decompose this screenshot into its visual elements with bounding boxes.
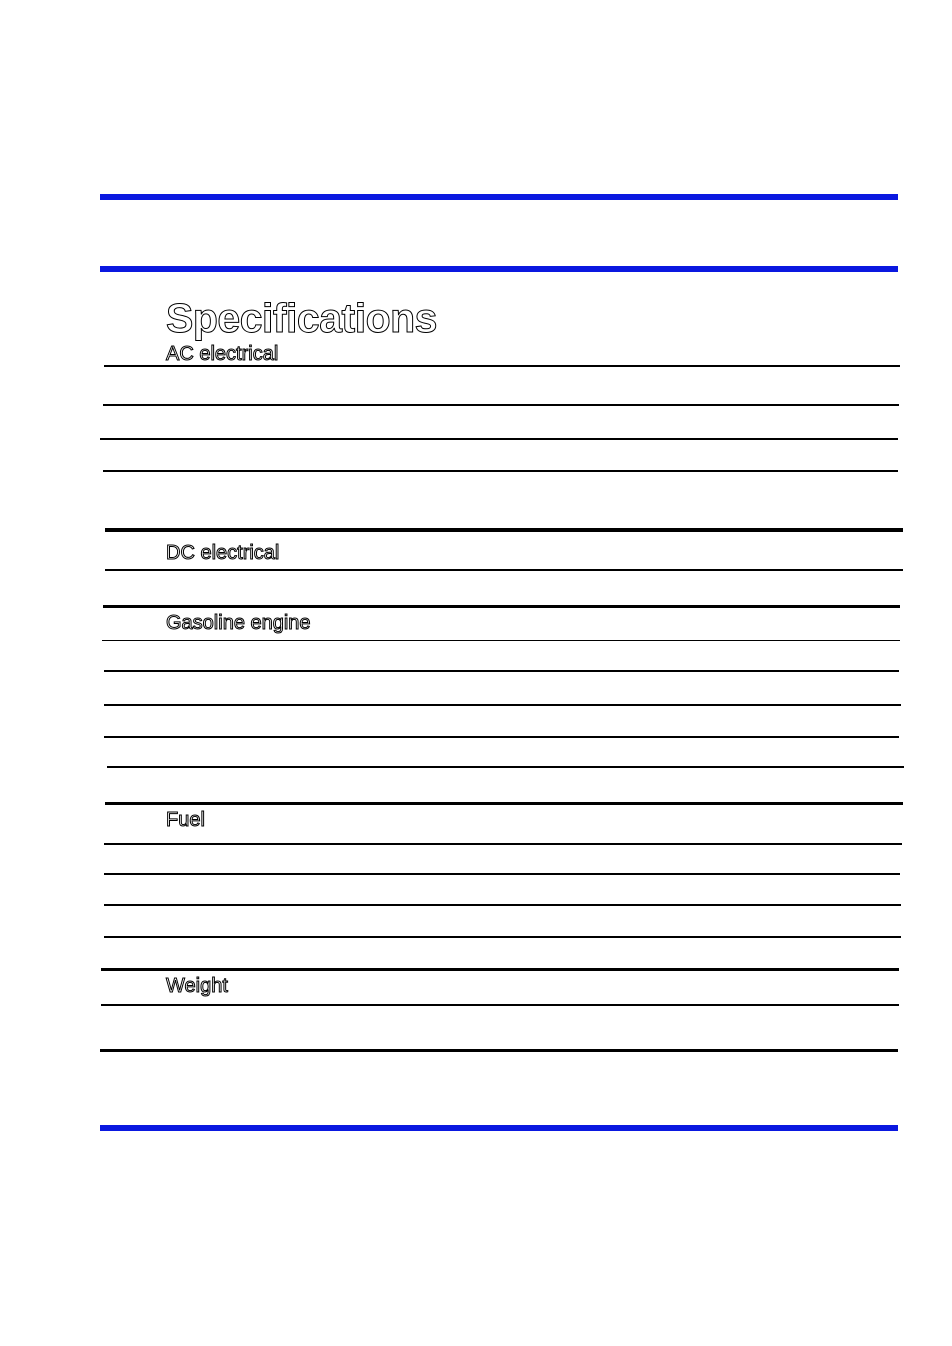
section-heading-gasoline-engine: Gasoline engine — [166, 612, 311, 634]
table-rule — [103, 404, 899, 406]
table-rule — [104, 365, 900, 367]
section-rule — [105, 528, 903, 532]
section-rule — [105, 802, 903, 805]
table-rule — [101, 1004, 899, 1006]
section-rule — [100, 1049, 898, 1052]
header-rule-top — [100, 194, 898, 200]
section-heading-fuel: Fuel — [166, 809, 205, 831]
table-rule — [104, 936, 901, 938]
table-rule — [104, 704, 901, 706]
table-rule — [104, 904, 901, 906]
section-heading-dc-electrical: DC electrical — [166, 542, 280, 564]
table-rule — [103, 470, 898, 472]
table-rule — [104, 736, 899, 738]
section-heading-weight: Weight — [166, 975, 228, 997]
table-rule — [107, 766, 904, 768]
header-rule-bottom — [100, 266, 898, 272]
section-rule — [101, 968, 899, 971]
table-rule — [104, 843, 902, 845]
table-rule — [104, 873, 900, 875]
section-rule — [103, 605, 900, 608]
section-heading-ac-electrical: AC electrical — [166, 343, 279, 365]
table-rule — [102, 640, 900, 641]
table-rule — [100, 438, 898, 440]
table-rule — [105, 569, 903, 571]
table-rule — [104, 670, 899, 672]
page-title: Specifications — [166, 295, 437, 341]
footer-rule — [100, 1125, 898, 1131]
